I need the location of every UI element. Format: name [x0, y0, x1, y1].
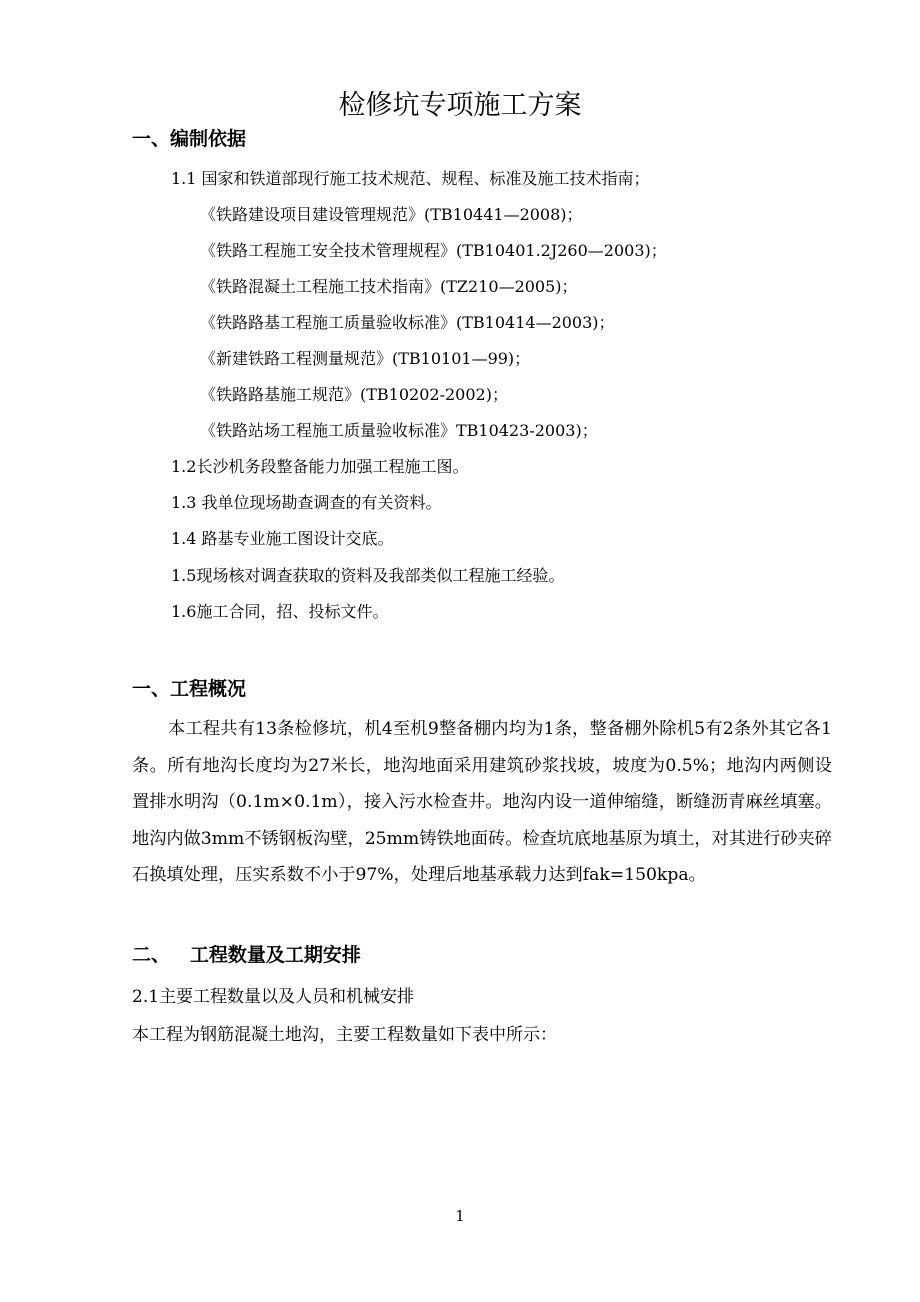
- section-heading-overview: 一、工程概况: [132, 678, 247, 700]
- basis-item: 1.4 路基专业施工图设计交底。: [171, 529, 394, 548]
- basis-item: 《新建铁路工程测量规范》(TB10101—99)；: [200, 349, 531, 368]
- basis-item: 《铁路路基工程施工质量验收标准》(TB10414—2003)；: [200, 313, 615, 332]
- basis-item: 《铁路混凝土工程施工技术指南》(TZ210—2005)；: [200, 277, 578, 296]
- quantities-intro: 本工程为钢筋混凝土地沟，主要工程数量如下表中所示：: [132, 1025, 557, 1045]
- basis-item: 1.5现场核对调查获取的资料及我部类似工程施工经验。: [171, 566, 565, 585]
- basis-item: 1.1 国家和铁道部现行施工技术规范、规程、标准及施工技术指南；: [171, 169, 650, 188]
- basis-item: 《铁路建设项目建设管理规范》(TB10441—2008)；: [200, 205, 583, 224]
- section-heading-basis: 一、编制依据: [132, 128, 247, 150]
- subsection-heading: 2.1主要工程数量以及人员和机械安排: [132, 987, 415, 1007]
- basis-item: 1.3 我单位现场勘查调查的有关资料。: [171, 493, 442, 512]
- basis-item: 1.2长沙机务段整备能力加强工程施工图。: [171, 457, 469, 476]
- basis-item: 《铁路路基施工规范》(TB10202-2002)；: [200, 385, 508, 404]
- overview-paragraph: 本工程共有13条检修坑，机4至机9整备棚内均为1条，整备棚外除机5有2条外其它各1条。所有地沟长度均为27米长，地沟地面采用建筑砂浆找坡，坡度为0.5%；地沟内两侧设置排水明沟（0.1m×0.1m），接入污水检查井。地沟内设一道伸缩缝，断缝沥青麻丝填塞。地沟内做3mm不锈钢板沟壁，25mm铸铁地面砖。检查坑底地基原为填土，对其进行砂夹碎石换填处理，压实系数不小于97%，处理后地基承载力达到fak=150kpa。: [132, 719, 832, 886]
- basis-item: 《铁路工程施工安全技术管理规程》(TB10401.2J260—2003)；: [200, 241, 667, 260]
- basis-item: 《铁路站场工程施工质量验收标准》TB10423-2003)；: [200, 421, 598, 440]
- basis-item: 1.6施工合同，招、投标文件。: [171, 602, 389, 621]
- document-title: 检修坑专项施工方案: [338, 90, 582, 121]
- section-heading-quantities: 二、 工程数量及工期安排: [132, 944, 361, 966]
- page-number: 1: [455, 1207, 465, 1225]
